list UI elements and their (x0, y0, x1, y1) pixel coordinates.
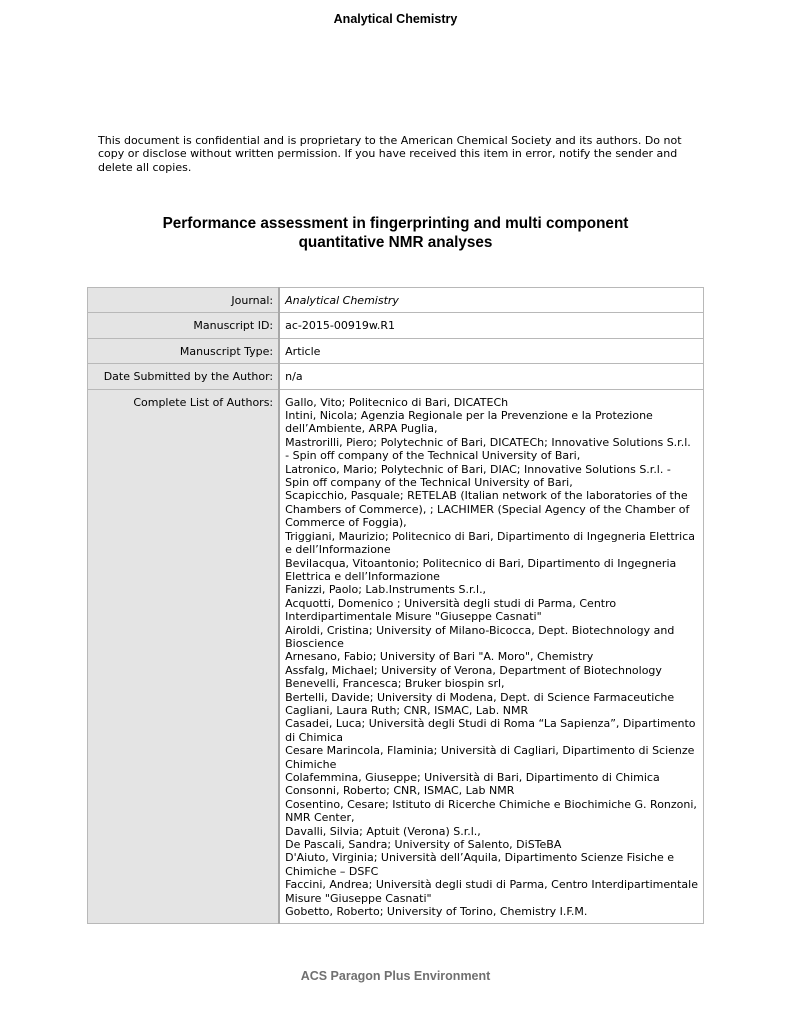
author-line: Arnesano, Fabio; University of Bari "A. Moro", Chemistry (285, 650, 594, 664)
author-line: Chimiche (285, 757, 337, 771)
author-line: Benevelli, Francesca; Bruker biospin srl, (285, 677, 505, 691)
journal-value: Analytical Chemistry (279, 288, 703, 313)
author-line: Bioscience (285, 636, 344, 650)
author-line: Triggiani, Maurizio; Politecnico di Bari, Dipartimento di Ingegneria Elettrica (285, 529, 695, 543)
author-line: Fanizzi, Paolo; Lab.Instruments S.r.l., (285, 583, 487, 597)
author-line: Latronico, Mario; Polytechnic of Bari, DIAC; Innovative Solutions S.r.l. - (285, 462, 671, 476)
author-line: Gobetto, Roberto; University of Torino, Chemistry I.F.M. (285, 905, 588, 919)
author-line: Interdipartimentale Misure "Giuseppe Casnati" (285, 610, 542, 624)
author-line: Chambers of Commerce), ; LACHIMER (Special Agency of the Chamber of (285, 502, 690, 516)
author-line: Intini, Nicola; Agenzia Regionale per la Prevenzione e la Protezione (285, 409, 653, 423)
authors-row (88, 389, 704, 924)
manuscript-info-table (87, 287, 704, 924)
manuscript-type-value: Article (279, 338, 703, 363)
author-line: Chimiche – DSFC (285, 864, 379, 878)
author-line: Elettrica e dell’Informazione (285, 569, 440, 583)
author-line: Assfalg, Michael; University of Verona, Department of Biotechnology (285, 663, 662, 677)
author-line: Misure "Giuseppe Casnati" (285, 891, 432, 905)
date-submitted-label: Date Submitted by the Author: (88, 364, 280, 389)
author-line: Acquotti, Domenico ; Università degli studi di Parma, Centro (285, 596, 617, 610)
author-line: dell’Ambiente, ARPA Puglia, (285, 422, 438, 436)
paper-title: Performance assessment in fingerprinting and multi component quantitative NMR analyses (162, 215, 629, 251)
author-line: Colafemmina, Giuseppe; Università di Bari, Dipartimento di Chimica (285, 771, 660, 784)
manuscript-id-value: ac-2015-00919w.R1 (279, 313, 703, 338)
manuscript-type-label: Manuscript Type: (88, 338, 280, 363)
author-line: Gallo, Vito; Politecnico di Bari, DICATECh (285, 395, 509, 409)
author-line: D'Aiuto, Virginia; Università dell’Aquila, Dipartimento Scienze Fisiche e (285, 851, 675, 865)
author-line: Faccini, Andrea; Università degli studi di Parma, Centro Interdipartimentale (285, 878, 698, 892)
author-line: De Pascali, Sandra; University of Salento, DiSTeBA (285, 838, 562, 852)
author-line: Cesare Marincola, Flaminia; Università di Cagliari, Dipartimento di Scienze (285, 744, 695, 758)
author-line: Mastrorilli, Piero; Polytechnic of Bari, DICATECh; Innovative Solutions S.r.l. (285, 435, 691, 449)
author-line: Commerce of Foggia), (285, 516, 407, 530)
authors-label: Complete List of Authors: (88, 389, 280, 924)
author-line: Davalli, Silvia; Aptuit (Verona) S.r.l., (285, 824, 481, 838)
manuscript-type-row (88, 338, 704, 363)
author-line: Casadei, Luca; Università degli Studi di Roma “La Sapienza”, Dipartimento (285, 717, 696, 731)
authors-list (279, 389, 703, 924)
author-line: Bertelli, Davide; University di Modena, Dept. di Science Farmaceutiche (285, 690, 675, 704)
manuscript-id-label: Manuscript ID: (88, 313, 280, 338)
page-footer: ACS Paragon Plus Environment (300, 969, 491, 983)
journal-label: Journal: (88, 288, 280, 313)
author-line: NMR Center, (285, 811, 355, 825)
author-line: Scapicchio, Pasquale; RETELAB (Italian network of the laboratories of the (285, 489, 688, 503)
author-line: Consonni, Roberto; CNR, ISMAC, Lab NMR (285, 784, 515, 798)
date-submitted-row (88, 364, 704, 389)
author-line: - Spin off company of the Technical University of Bari, (285, 449, 581, 463)
author-line: di Chimica (285, 730, 343, 744)
journal-header: Analytical Chemistry (333, 12, 458, 26)
author-line: e dell’Informazione (285, 543, 391, 557)
manuscript-id-row (88, 313, 704, 338)
author-line: Cagliani, Laura Ruth; CNR, ISMAC, Lab. NMR (285, 703, 529, 717)
author-line: Airoldi, Cristina; University of Milano-Bicocca, Dept. Biotechnology and (285, 623, 675, 637)
journal-row (88, 288, 704, 313)
author-line: Spin off company of the Technical University of Bari, (285, 476, 573, 490)
author-line: Bevilacqua, Vitoantonio; Politecnico di Bari, Dipartimento di Ingegneria (285, 556, 677, 570)
confidentiality-notice: This document is confidential and is proprietary to the American Chemical Society and its authors. Do not copy or disclose without written permission. If you have received this item in error, notify the sender and delete all copies. (98, 134, 682, 174)
date-submitted-value: n/a (279, 364, 703, 389)
author-line: Cosentino, Cesare; Istituto di Ricerche Chimiche e Biochimiche G. Ronzoni, (285, 797, 697, 811)
